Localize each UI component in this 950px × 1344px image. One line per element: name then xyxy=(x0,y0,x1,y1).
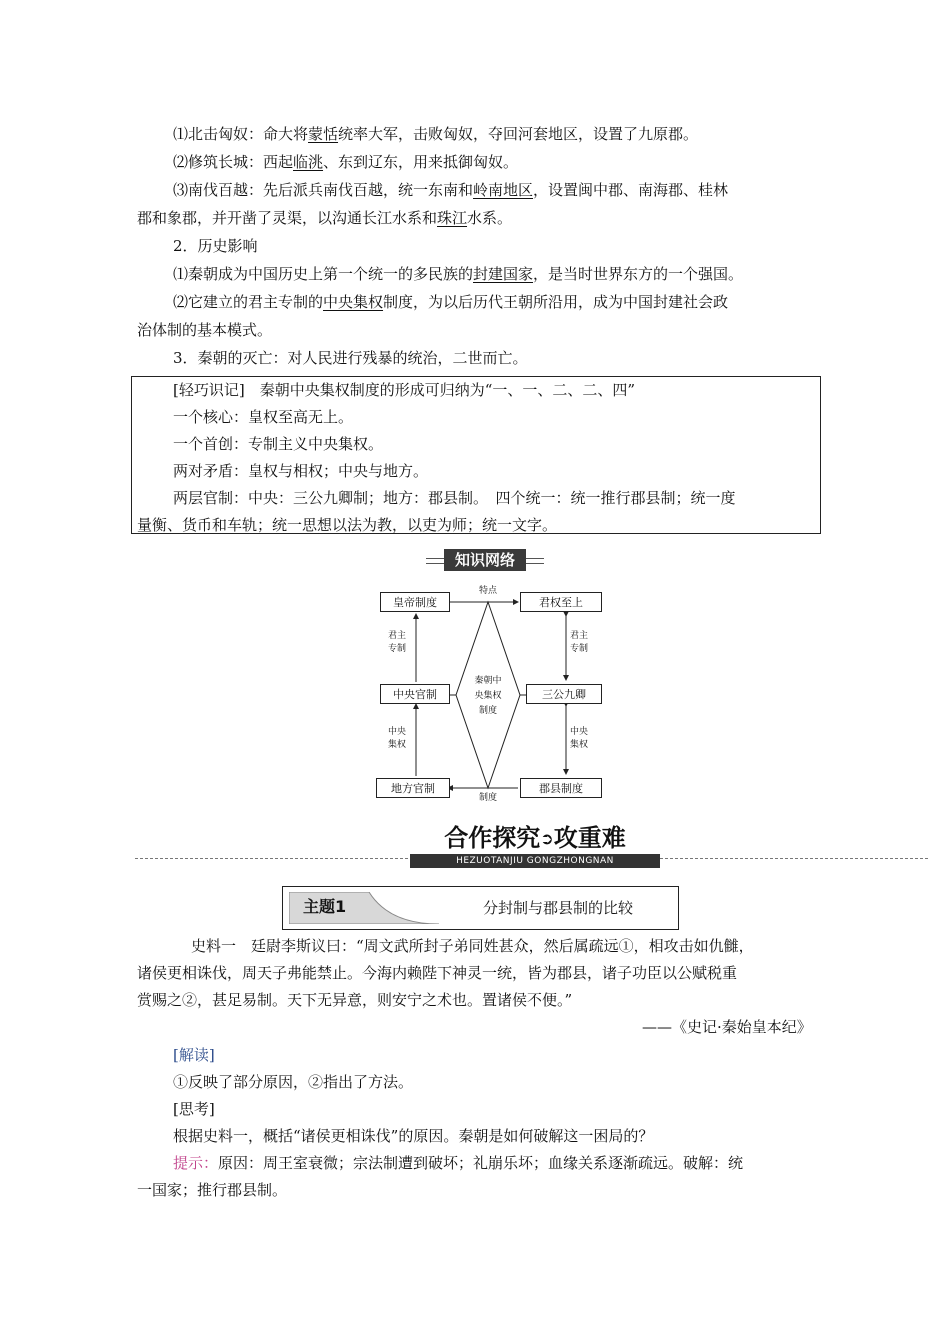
node-supreme-monarchy: 君权至上 xyxy=(520,592,602,612)
line-impact-2-cont: 治体制的基本模式。 xyxy=(137,321,273,339)
memory-line-2: 一个核心：皇权至高无上。 xyxy=(173,408,354,426)
node-emperor-system: 皇帝制度 xyxy=(380,592,450,612)
text: ⑴北击匈奴：命大将 xyxy=(173,125,309,143)
label-left-autocracy: 君主 专制 xyxy=(387,631,406,654)
knowledge-network-title: 知识网络 xyxy=(444,549,526,571)
interpretation-text: ①反映了部分原因，②指出了方法。 xyxy=(173,1073,414,1091)
label-right-centralization: 中央 集权 xyxy=(569,727,588,750)
node-local-official: 地方官制 xyxy=(376,778,450,798)
section-title-b: 攻重难 xyxy=(553,824,626,852)
material-line-1: 史料一 廷尉李斯议曰：“周文武所封子弟同姓甚众，然后属疏远①，相攻击如仇雠， xyxy=(191,937,754,955)
section-pinyin: HEZUOTANJIU GONGZHONGNAN xyxy=(410,854,660,868)
label-right-autocracy: 君主 专制 xyxy=(569,631,588,654)
underlined-text: 珠江 xyxy=(437,209,468,227)
line-impact-2 xyxy=(173,292,728,312)
material-line-3: 赏赐之②，甚足易制。天下无异意，则安宁之术也。置诸侯不便。” xyxy=(137,991,573,1009)
text: ，是当时世界东方的一个强国。 xyxy=(533,265,744,283)
label-system: 制度 xyxy=(478,793,497,803)
chevron-right-icon: ➲ xyxy=(540,829,554,848)
memory-line-4: 两对矛盾：皇权与相权；中央与地方。 xyxy=(173,462,429,480)
underlined-text: 中央集权 xyxy=(323,293,384,311)
label-center-diamond: 秦朝中 央集权 制度 xyxy=(474,676,502,716)
line-south-attack xyxy=(173,180,728,200)
section-banner xyxy=(410,822,660,870)
line-south-attack-cont xyxy=(137,208,512,228)
memory-line-6: 量衡、货币和车轨；统一思想以法为教，以吏为师；统一文字。 xyxy=(137,516,558,534)
hint-label: 提示： xyxy=(173,1154,219,1172)
topic-box xyxy=(282,886,679,930)
line-fall-of-qin: 3．秦朝的灭亡：对人民进行残暴的统治，二世而亡。 xyxy=(173,349,528,367)
underlined-text: 封建国家 xyxy=(473,265,534,283)
line-north-attack xyxy=(173,124,698,144)
knowledge-network-diagram xyxy=(370,578,620,808)
text: 统率大军，击败匈奴，夺回河套地区，设置了九原郡。 xyxy=(338,125,699,143)
node-commandery-system: 郡县制度 xyxy=(520,778,602,798)
memory-line-3: 一个首创：专制主义中央集权。 xyxy=(173,435,384,453)
label-left-centralization: 中央 集权 xyxy=(387,727,406,750)
label-characteristic: 特点 xyxy=(478,586,497,596)
text: 、东到辽东，用来抵御匈奴。 xyxy=(323,153,519,171)
hint-line-2: 一国家；推行郡县制。 xyxy=(137,1181,288,1199)
line-impact-1 xyxy=(173,264,743,284)
topic-title: 分封制与郡县制的比较 xyxy=(483,899,634,917)
underlined-text: 临洮 xyxy=(293,153,324,171)
section-title xyxy=(410,822,660,855)
knowledge-network-banner xyxy=(430,549,540,571)
memory-line-1: [轻巧识记] 秦朝中央集权制度的形成可归纳为“一、一、二、二、四” xyxy=(173,381,636,399)
heading-historical-impact: 2．历史影响 xyxy=(173,237,258,255)
topic-tab-label: 主题1 xyxy=(303,897,347,916)
text: ⑶南伐百越：先后派兵南伐百越，统一东南和 xyxy=(173,181,474,199)
text: 水系。 xyxy=(467,209,513,227)
text: ⑵它建立的君主专制的 xyxy=(173,293,324,311)
interpretation-label: [解读] xyxy=(173,1046,215,1064)
node-central-official: 中央官制 xyxy=(380,684,450,704)
text: 郡和象郡，并开凿了灵渠，以沟通长江水系和 xyxy=(137,209,438,227)
material-line-2: 诸侯更相诛伐，周天子弗能禁止。今海内赖陛下神灵一统，皆为郡县，诸子功臣以公赋税重 xyxy=(137,964,738,982)
hint-text: 原因：周王室衰微；宗法制遭到破坏；礼崩乐坏；血缘关系逐渐疏远。破解：统 xyxy=(218,1154,744,1172)
text: ⑴秦朝成为中国历史上第一个统一的多民族的 xyxy=(173,265,474,283)
text: ⑵修筑长城：西起 xyxy=(173,153,294,171)
node-three-nine: 三公九卿 xyxy=(526,684,602,704)
question-text: 根据史料一，概括“诸侯更相诛伐”的原因。秦朝是如何破解这一困局的？ xyxy=(173,1127,654,1145)
text: 制度，为以后历代王朝所沿用，成为中国封建社会政 xyxy=(383,293,729,311)
thinking-label: [思考] xyxy=(173,1100,215,1118)
text: ，设置闽中郡、南海郡、桂林 xyxy=(533,181,729,199)
memory-line-5: 两层官制：中央：三公九卿制；地方：郡县制。 四个统一：统一推行郡县制；统一度 xyxy=(173,489,736,507)
section-title-a: 合作探究 xyxy=(444,824,541,852)
underlined-text: 岭南地区 xyxy=(473,181,534,199)
hint-line-1 xyxy=(173,1153,743,1173)
line-great-wall xyxy=(173,152,518,172)
material-source: ——《史记·秦始皇本纪》 xyxy=(642,1018,812,1036)
underlined-text: 蒙恬 xyxy=(308,125,339,143)
